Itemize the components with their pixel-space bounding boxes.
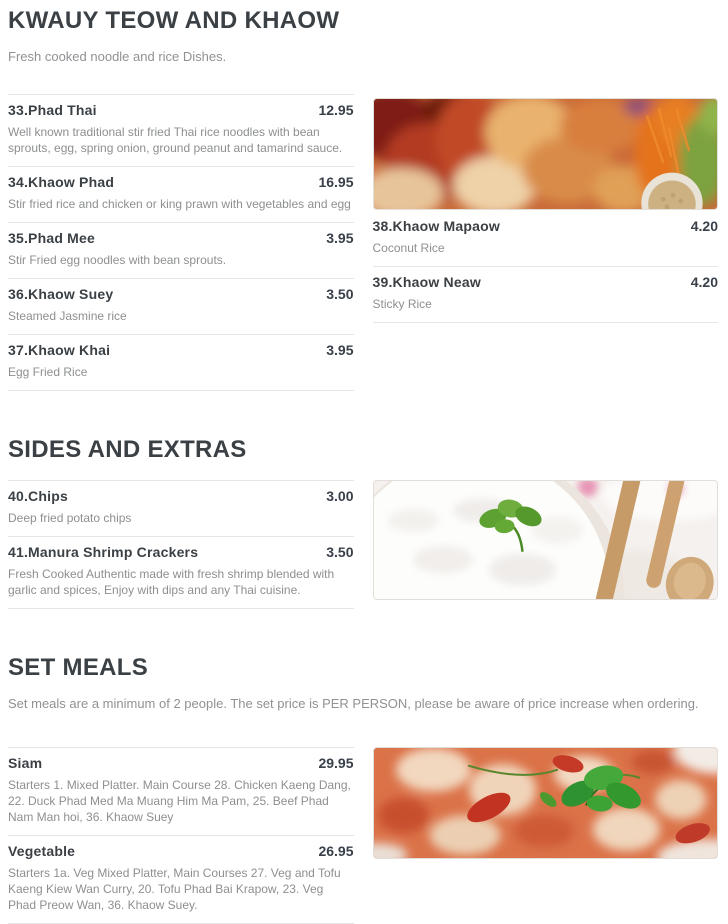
item-price: 29.95 [318,755,354,771]
menu-item [8,335,354,391]
item-price: 16.95 [318,174,354,190]
item-price: 3.95 [326,230,354,246]
item-name: 41.Manura Shrimp Crackers [8,544,199,560]
item-name: 34.Khaow Phad [8,174,115,190]
item-price: 12.95 [318,102,354,118]
item-price: 4.20 [690,218,718,234]
item-name: 38.Khaow Mapaow [372,218,500,234]
item-name: 40.Chips [8,488,68,504]
item-description: Egg Fried Rice [8,365,88,379]
menu-list-sides [8,480,354,609]
menu-item [8,223,354,279]
menu-item [8,279,354,335]
item-description: Steamed Jasmine rice [8,309,127,323]
item-description: Fresh Cooked Authentic made with fresh shrimp blended with garlic and spices, Enjoy with dips and any Thai cuisine. [8,567,335,597]
menu-list-set-meals [8,747,354,924]
menu-list-noodles-left [8,94,354,391]
item-name: Vegetable [8,843,76,859]
item-price: 3.50 [326,286,354,302]
menu-item [8,836,354,924]
item-price: 3.50 [326,544,354,560]
item-name: 36.Khaow Suey [8,286,114,302]
item-name: 39.Khaow Neaw [372,274,481,290]
item-price: 26.95 [318,843,354,859]
section-title: KWAUY TEOW AND KHAOW [8,7,340,34]
steamed-rice-bowl-photo [373,480,719,600]
item-name: 35.Phad Mee [8,230,96,246]
item-price: 4.20 [690,274,718,290]
item-description: Starters 1. Mixed Platter. Main Course 28. Chicken Kaeng Dang, 22. Duck Phad Med Ma Muang Him Ma Pam, 25. Beef Phad Nam Man hoi, 36. Khaow Suey [8,778,351,824]
item-description: Starters 1a. Veg Mixed Platter, Main Courses 27. Veg and Tofu Kaeng Kiew Wan Curry, 20. Tofu Phad Bai Krapow, 23. Veg Phad Preow Wan, 36. Khaow Suey. [8,866,341,912]
item-price: 3.95 [326,342,354,358]
section-title: SIDES AND EXTRAS [8,436,247,463]
menu-item [8,95,354,167]
item-name: 33.Phad Thai [8,102,97,118]
section-subtitle: Set meals are a minimum of 2 people. The set price is PER PERSON, please be aware of price increase when ordering. [8,696,699,711]
menu-item [373,211,719,267]
prawn-red-curry-photo [373,747,719,859]
section-set-meals [8,655,718,924]
item-description: Stir Fried egg noodles with bean sprouts. [8,253,227,267]
menu-item [8,167,354,223]
menu-item [8,748,354,836]
menu-item [8,481,354,537]
item-name: Siam [8,755,43,771]
phad-thai-dish-photo [373,98,719,210]
section-subtitle: Fresh cooked noodle and rice Dishes. [8,49,227,64]
menu-item [8,537,354,609]
item-description: Stir fried rice and chicken or king prawn with vegetables and egg [8,197,351,211]
section-sides-and-extras [8,437,718,609]
section-kwauy-teow-and-khaow [8,8,718,391]
item-description: Sticky Rice [372,297,432,311]
menu-item [373,267,719,323]
item-name: 37.Khaow Khai [8,342,111,358]
section-title: SET MEALS [8,654,149,681]
item-description: Coconut Rice [372,241,445,255]
menu-list-noodles-right [373,211,719,323]
item-price: 3.00 [326,488,354,504]
item-description: Well known traditional stir fried Thai rice noodles with bean sprouts, egg, spring onion, ground peanut and tamarind sauce. [8,125,343,155]
item-description: Deep fried potato chips [8,511,132,525]
